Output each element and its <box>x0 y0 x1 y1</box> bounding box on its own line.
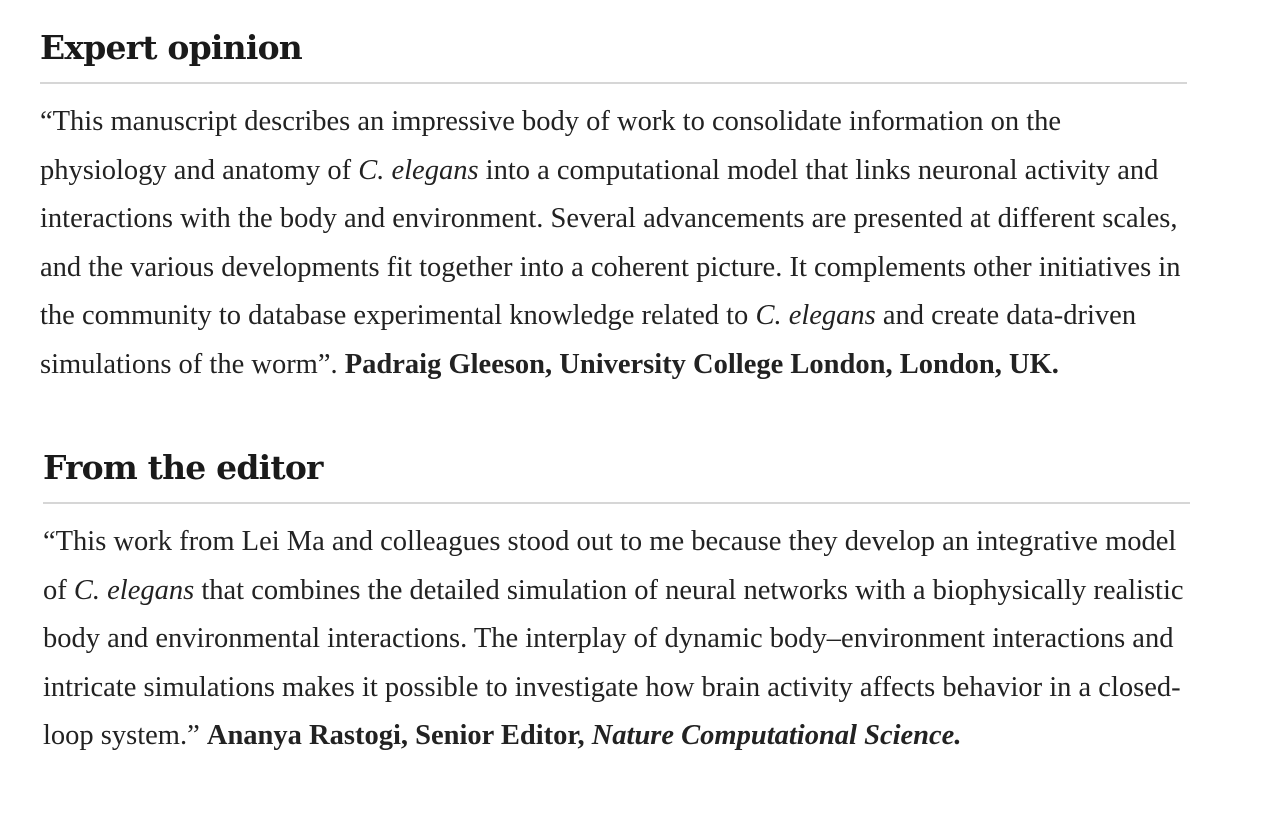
from-the-editor-section <box>43 446 1190 761</box>
expert-opinion-section <box>40 26 1187 389</box>
expert-opinion-quote <box>40 84 1187 389</box>
quote-text: “This manuscript describes an impressive body of work to consolidate information on the physiology and anatomy of <box>40 106 1062 186</box>
from-the-editor-heading: From the editor <box>43 446 1190 504</box>
species-name: C. elegans <box>73 574 195 606</box>
editor-quote <box>43 504 1190 761</box>
editor-attribution: Ananya Rastogi, Senior Editor, <box>206 720 592 751</box>
quote-text: “This work from Lei Ma and colleagues stood out to me because they develop an integrative model of <box>43 526 1177 606</box>
expert-opinion-heading: Expert opinion <box>40 26 1187 84</box>
expert-attribution: Padraig Gleeson, University College London, London, UK. <box>344 348 1059 380</box>
species-name: C. elegans <box>755 300 876 331</box>
journal-name: Nature Computational Science. <box>591 720 962 751</box>
quote-text: that combines the detailed simulation of neural networks with a biophysically realistic body and environmental interactions. The interplay of dynamic body–environment interactions and intricate simulations makes it possible to investigate how brain activity affects behavior in a closed-loop system.” <box>43 574 1184 751</box>
species-name: C. elegans <box>358 154 479 186</box>
quote-text: into a computational model that links neuronal activity and interactions with the body and environment. Several advancements are presented at different scales, and the various developments fit together into a coherent picture. It complements other initiatives in the community to database experimental knowledge related to <box>40 154 1181 331</box>
quote-text: and create data-driven simulations of the worm”. <box>40 300 1137 380</box>
